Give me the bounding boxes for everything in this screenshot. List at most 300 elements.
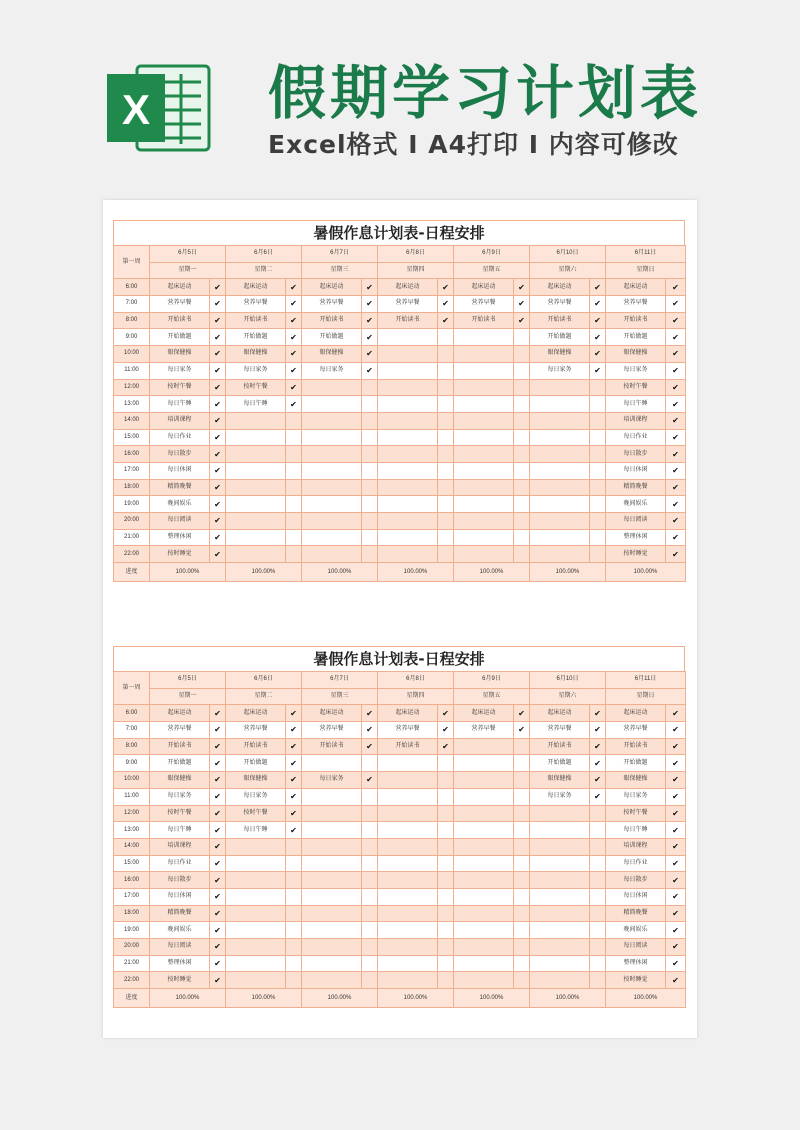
checkmark-icon: ✔ [210,446,226,463]
checkmark-icon [438,822,454,839]
activity-cell [530,872,590,889]
activity-cell [378,822,438,839]
time-cell: 9:00 [114,329,150,346]
activity-cell [378,529,438,546]
schedule-sheet-2 [113,646,685,1008]
checkmark-icon [438,462,454,479]
checkmark-icon [514,822,530,839]
table-row [114,955,686,972]
checkmark-icon: ✔ [666,922,686,939]
checkmark-icon [514,412,530,429]
activity-cell: 营养早餐 [302,296,362,313]
activity-cell: 起床运动 [606,705,666,722]
table-row [114,296,686,313]
checkmark-icon: ✔ [210,772,226,789]
checkmark-icon [362,496,378,513]
sheet-title: 暑假作息计划表-日程安排 [113,220,685,245]
activity-cell: 营养早餐 [378,296,438,313]
progress-value: 100.00% [226,989,302,1008]
activity-cell: 每日散步 [150,872,210,889]
activity-cell [454,905,514,922]
checkmark-icon [362,513,378,530]
activity-cell [378,922,438,939]
checkmark-icon: ✔ [514,705,530,722]
checkmark-icon [286,888,302,905]
time-cell: 6:00 [114,279,150,296]
checkmark-icon [362,838,378,855]
activity-cell: 每日家务 [150,788,210,805]
activity-cell [454,838,514,855]
checkmark-icon [362,905,378,922]
activity-cell [454,772,514,789]
checkmark-icon [362,805,378,822]
checkmark-icon [438,362,454,379]
weekday-header: 星期日 [606,262,686,279]
activity-cell [454,939,514,956]
excel-logo-icon [103,60,213,156]
activity-cell [226,922,286,939]
checkmark-icon: ✔ [210,888,226,905]
checkmark-icon [286,529,302,546]
activity-cell: 开始做题 [226,755,286,772]
activity-cell [378,805,438,822]
checkmark-icon: ✔ [666,429,686,446]
table-row [114,939,686,956]
checkmark-icon: ✔ [210,822,226,839]
weekday-header: 星期日 [606,688,686,705]
checkmark-icon [514,838,530,855]
activity-cell [454,362,514,379]
checkmark-icon: ✔ [210,855,226,872]
checkmark-icon: ✔ [438,722,454,739]
activity-cell [530,972,590,989]
date-header: 6月6日 [226,672,302,689]
activity-cell: 眼保健操 [606,346,666,363]
weekday-header: 星期二 [226,688,302,705]
weekday-header: 星期四 [378,688,454,705]
checkmark-icon [362,888,378,905]
activity-cell [454,329,514,346]
time-cell: 14:00 [114,838,150,855]
time-cell: 15:00 [114,429,150,446]
activity-cell: 每日午睡 [606,396,666,413]
checkmark-icon [590,396,606,413]
activity-cell: 晚间娱乐 [606,496,666,513]
checkmark-icon [438,346,454,363]
activity-cell [530,462,590,479]
checkmark-icon [514,755,530,772]
activity-cell [454,855,514,872]
activity-cell: 开始读书 [226,312,286,329]
date-header: 6月11日 [606,246,686,263]
activity-cell: 培训课程 [150,838,210,855]
table-row [114,722,686,739]
activity-cell [302,412,362,429]
activity-cell: 开始读书 [150,312,210,329]
checkmark-icon: ✔ [666,905,686,922]
activity-cell [226,939,286,956]
checkmark-icon [590,905,606,922]
activity-cell: 每日散步 [150,446,210,463]
activity-cell: 起床运动 [378,279,438,296]
checkmark-icon [438,772,454,789]
activity-cell: 精简晚餐 [150,479,210,496]
time-cell: 12:00 [114,379,150,396]
checkmark-icon [514,429,530,446]
activity-cell: 营养早餐 [530,296,590,313]
checkmark-icon: ✔ [210,705,226,722]
checkmark-icon: ✔ [210,955,226,972]
checkmark-icon: ✔ [666,296,686,313]
checkmark-icon: ✔ [590,346,606,363]
checkmark-icon: ✔ [210,838,226,855]
activity-cell: 营养早餐 [454,722,514,739]
table-row [114,905,686,922]
checkmark-icon [590,446,606,463]
activity-cell: 营养早餐 [150,722,210,739]
activity-cell: 开始读书 [378,312,438,329]
activity-cell [378,772,438,789]
activity-cell [302,905,362,922]
checkmark-icon [362,479,378,496]
time-cell: 15:00 [114,855,150,872]
activity-cell: 眼保健操 [530,772,590,789]
checkmark-icon: ✔ [362,312,378,329]
activity-cell [530,888,590,905]
checkmark-icon: ✔ [210,462,226,479]
activity-cell [226,872,286,889]
checkmark-icon: ✔ [286,772,302,789]
time-cell: 13:00 [114,396,150,413]
table-row [114,755,686,772]
activity-cell: 眼保健操 [226,346,286,363]
page-title: 假期学习计划表 [268,59,703,127]
checkmark-icon: ✔ [286,396,302,413]
activity-cell [302,855,362,872]
activity-cell [302,429,362,446]
activity-cell: 营养早餐 [378,722,438,739]
checkmark-icon: ✔ [286,722,302,739]
checkmark-icon [362,546,378,563]
activity-cell: 营养早餐 [606,296,666,313]
checkmark-icon: ✔ [666,955,686,972]
checkmark-icon [362,379,378,396]
checkmark-icon: ✔ [666,738,686,755]
activity-cell [226,496,286,513]
activity-cell: 眼保健操 [150,772,210,789]
checkmark-icon [438,855,454,872]
table-row [114,546,686,563]
time-cell: 10:00 [114,346,150,363]
table-row [114,972,686,989]
activity-cell [530,446,590,463]
checkmark-icon: ✔ [666,446,686,463]
checkmark-icon [590,888,606,905]
activity-cell: 按时睡觉 [150,972,210,989]
checkmark-icon: ✔ [210,379,226,396]
activity-cell: 每日家务 [530,788,590,805]
checkmark-icon: ✔ [438,312,454,329]
checkmark-icon [514,872,530,889]
checkmark-icon [514,446,530,463]
time-cell: 21:00 [114,955,150,972]
activity-cell: 按时午餐 [606,805,666,822]
checkmark-icon: ✔ [590,279,606,296]
activity-cell: 开始读书 [150,738,210,755]
checkmark-icon [514,888,530,905]
activity-cell: 开始做题 [530,755,590,772]
progress-value: 100.00% [606,989,686,1008]
activity-cell: 按时午餐 [606,379,666,396]
activity-cell [378,838,438,855]
weekday-header: 星期五 [454,688,530,705]
activity-cell: 营养早餐 [606,722,666,739]
checkmark-icon [362,462,378,479]
activity-cell [378,496,438,513]
checkmark-icon [514,479,530,496]
date-header: 6月5日 [150,672,226,689]
checkmark-icon: ✔ [362,296,378,313]
checkmark-icon [438,905,454,922]
checkmark-icon [590,805,606,822]
checkmark-icon [514,788,530,805]
activity-cell: 每日阅读 [606,513,666,530]
table-row [114,788,686,805]
time-cell: 19:00 [114,496,150,513]
activity-cell [226,838,286,855]
checkmark-icon: ✔ [590,788,606,805]
checkmark-icon: ✔ [666,855,686,872]
week-label: 第一周 [114,246,150,279]
checkmark-icon [286,922,302,939]
checkmark-icon [286,479,302,496]
progress-label: 进度 [114,989,150,1008]
activity-cell: 开始读书 [606,312,666,329]
time-cell: 20:00 [114,513,150,530]
activity-cell: 开始读书 [378,738,438,755]
checkmark-icon [362,955,378,972]
activity-cell: 开始读书 [302,312,362,329]
activity-cell [378,788,438,805]
checkmark-icon: ✔ [286,362,302,379]
activity-cell [378,446,438,463]
activity-cell [454,822,514,839]
checkmark-icon: ✔ [590,755,606,772]
activity-cell: 开始做题 [302,329,362,346]
activity-cell: 开始做题 [150,329,210,346]
activity-cell [226,955,286,972]
table-row [114,805,686,822]
checkmark-icon [514,855,530,872]
date-header: 6月11日 [606,672,686,689]
activity-cell: 眼保健操 [150,346,210,363]
checkmark-icon: ✔ [362,279,378,296]
activity-cell: 每日家务 [302,772,362,789]
activity-cell: 营养早餐 [302,722,362,739]
checkmark-icon [590,922,606,939]
checkmark-icon [286,462,302,479]
progress-label: 进度 [114,563,150,582]
activity-cell [226,513,286,530]
checkmark-icon [590,822,606,839]
activity-cell [378,379,438,396]
checkmark-icon: ✔ [666,496,686,513]
time-cell: 8:00 [114,738,150,755]
checkmark-icon [362,872,378,889]
activity-cell: 整理休闲 [150,529,210,546]
activity-cell [302,805,362,822]
checkmark-icon: ✔ [210,922,226,939]
checkmark-icon [514,772,530,789]
activity-cell: 每日午睡 [226,396,286,413]
checkmark-icon: ✔ [666,329,686,346]
checkmark-icon: ✔ [210,788,226,805]
time-cell: 8:00 [114,312,150,329]
checkmark-icon [514,513,530,530]
time-cell: 11:00 [114,788,150,805]
activity-cell: 每日家务 [226,788,286,805]
activity-cell: 每日休闲 [606,888,666,905]
activity-cell [454,513,514,530]
checkmark-icon: ✔ [210,346,226,363]
checkmark-icon [286,412,302,429]
checkmark-icon: ✔ [666,805,686,822]
activity-cell: 起床运动 [150,705,210,722]
checkmark-icon [514,529,530,546]
activity-cell [378,396,438,413]
checkmark-icon [286,939,302,956]
checkmark-icon [286,496,302,513]
activity-cell: 开始读书 [226,738,286,755]
activity-cell: 每日家务 [606,788,666,805]
activity-cell [302,479,362,496]
activity-cell: 开始做题 [606,755,666,772]
checkmark-icon: ✔ [438,296,454,313]
checkmark-icon: ✔ [286,296,302,313]
activity-cell: 眼保健操 [530,346,590,363]
checkmark-icon [514,462,530,479]
table-row [114,279,686,296]
activity-cell [530,529,590,546]
checkmark-icon: ✔ [286,279,302,296]
activity-cell [378,513,438,530]
table-row [114,888,686,905]
activity-cell [302,496,362,513]
activity-cell [454,788,514,805]
progress-value: 100.00% [302,989,378,1008]
activity-cell [302,396,362,413]
table-row [114,462,686,479]
date-header: 6月7日 [302,246,378,263]
checkmark-icon: ✔ [666,529,686,546]
activity-cell: 每日散步 [606,446,666,463]
date-header: 6月8日 [378,672,454,689]
activity-cell: 每日家务 [302,362,362,379]
activity-cell [302,788,362,805]
activity-cell [454,412,514,429]
activity-cell [302,888,362,905]
activity-cell [530,939,590,956]
schedule-table [113,245,686,582]
activity-cell: 每日午睡 [150,822,210,839]
checkmark-icon: ✔ [666,396,686,413]
activity-cell: 眼保健操 [226,772,286,789]
activity-cell [454,872,514,889]
date-header: 6月10日 [530,672,606,689]
activity-cell: 精简晚餐 [606,905,666,922]
time-cell: 16:00 [114,872,150,889]
activity-cell: 开始读书 [302,738,362,755]
checkmark-icon [590,379,606,396]
activity-cell: 整理休闲 [606,529,666,546]
checkmark-icon [514,738,530,755]
activity-cell [378,346,438,363]
schedule-sheet-1 [113,220,685,582]
activity-cell: 起床运动 [454,279,514,296]
progress-value: 100.00% [378,989,454,1008]
activity-cell: 起床运动 [454,705,514,722]
activity-cell: 整理休闲 [150,955,210,972]
checkmark-icon: ✔ [210,755,226,772]
checkmark-icon: ✔ [514,296,530,313]
checkmark-icon [438,479,454,496]
checkmark-icon: ✔ [210,972,226,989]
activity-cell: 晚间娱乐 [606,922,666,939]
weekday-header: 星期五 [454,262,530,279]
activity-cell [302,972,362,989]
checkmark-icon: ✔ [210,479,226,496]
checkmark-icon: ✔ [286,379,302,396]
activity-cell [530,429,590,446]
activity-cell [302,513,362,530]
activity-cell [454,462,514,479]
date-header: 6月8日 [378,246,454,263]
table-row [114,396,686,413]
activity-cell: 开始读书 [454,312,514,329]
checkmark-icon [286,905,302,922]
checkmark-icon: ✔ [210,329,226,346]
page-header [0,0,800,185]
activity-cell [454,955,514,972]
checkmark-icon [362,755,378,772]
activity-cell [454,446,514,463]
activity-cell [378,329,438,346]
checkmark-icon [286,855,302,872]
weekday-header: 星期四 [378,262,454,279]
activity-cell: 开始做题 [530,329,590,346]
progress-value: 100.00% [378,563,454,582]
checkmark-icon [590,496,606,513]
activity-cell: 每日家务 [606,362,666,379]
checkmark-icon [438,788,454,805]
checkmark-icon: ✔ [362,705,378,722]
time-cell: 22:00 [114,972,150,989]
table-row [114,429,686,446]
table-row [114,838,686,855]
checkmark-icon: ✔ [210,872,226,889]
table-row [114,529,686,546]
activity-cell: 整理休闲 [606,955,666,972]
activity-cell: 每日作业 [150,855,210,872]
table-row [114,412,686,429]
checkmark-icon: ✔ [362,346,378,363]
time-cell: 18:00 [114,905,150,922]
activity-cell: 起床运动 [226,705,286,722]
table-row [114,379,686,396]
checkmark-icon: ✔ [286,312,302,329]
activity-cell [378,939,438,956]
activity-cell: 培训课程 [150,412,210,429]
